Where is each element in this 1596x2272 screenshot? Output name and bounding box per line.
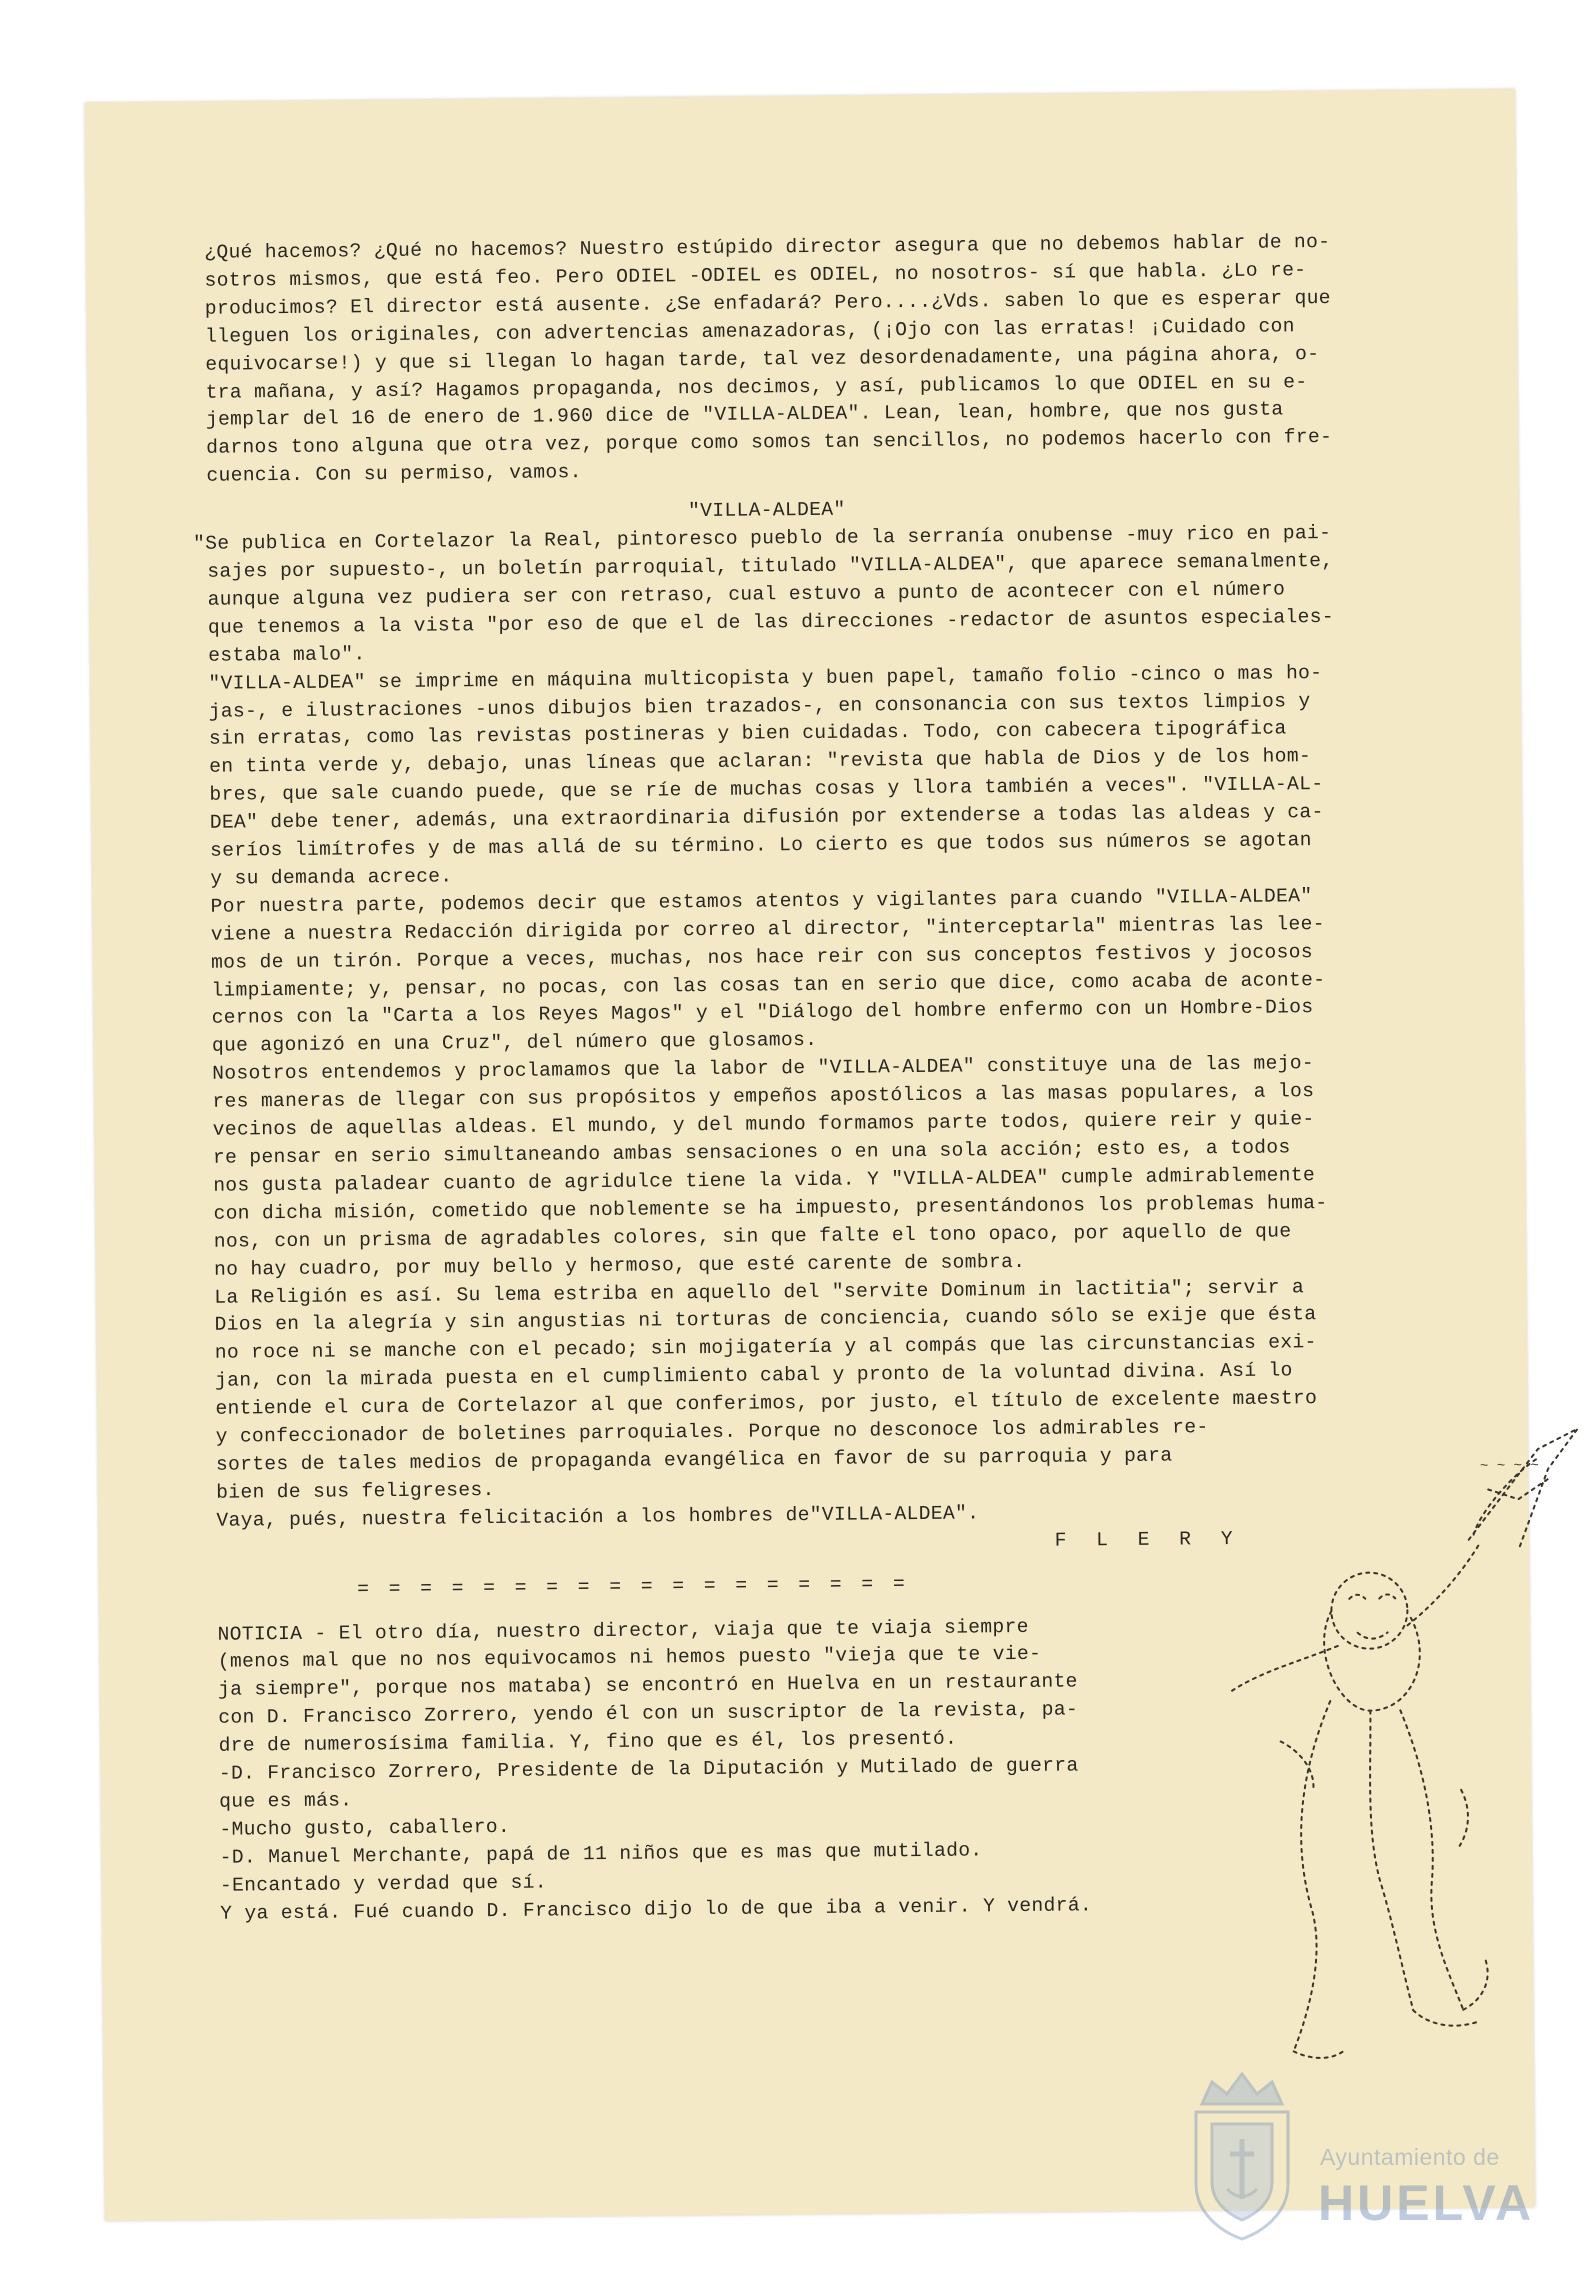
text-line: dre de numerosísima familia. Y, fino que es él, los presentó. [218, 1727, 958, 1757]
text-line: nos gusta paladear cuanto de agridulce tiene la vida. Y "VILLA-ALDEA" cumple admirablemente [213, 1164, 1316, 1197]
text-line: -D. Manuel Merchante, papá de 11 niños que es mas que mutilado. [219, 1839, 983, 1869]
text-line: bres, que sale cuando puede, que se ríe de muchas cosas y llora también a veces". "VILLA-AL- [209, 773, 1324, 806]
text-line: jan, con la mirada puesta en el cumplimiento cabal y pronto de la voluntad divina. Así lo [215, 1359, 1293, 1392]
text-line: -Encantado y verdad que sí. [219, 1871, 547, 1897]
text-line: ¿Qué hacemos? ¿Qué no hacemos? Nuestro estúpido director asegura que no debemos hablar de no- [204, 230, 1331, 264]
text-line: que tenemos a la vista "por eso de que el de las direcciones -redactor de asuntos especiales- [207, 605, 1335, 639]
text-line: (menos mal que no nos equivocamos ni hemos puesto "vieja que te vie- [217, 1643, 1042, 1674]
text-line: no roce ni se manche con el pecado; sin mojigatería y al compás que las circunstancias exi- [214, 1331, 1317, 1365]
separator-line: = = = = = = = = = = = = = = = = = = [357, 1572, 909, 1600]
text-line: Dios en la alegría y sin angustias ni torturas de conciencia, cuando sólo se exije que ésta [214, 1303, 1317, 1337]
text-line: jas-, e ilustraciones -unos dibujos bien trazados-, en consonancia con sus textos limpios y [208, 689, 1311, 723]
text-line: producimos? El director está ausente. ¿Se enfadará? Pero....¿Vds. saben lo que es esperar que [204, 286, 1331, 320]
text-line: entiende el cura de Cortelazor al que conferimos, por justo, el título de excelente maestro [215, 1387, 1318, 1420]
text-line: -D. Francisco Zorrero, Presidente de la Diputación y Mutilado de guerra [218, 1754, 1079, 1785]
text-line: ja siempre", porque nos mataba) se encontró en Huelva en un restaurante [218, 1670, 1078, 1702]
text-line: con D. Francisco Zorrero, yendo él con un suscriptor de la revista, pa- [218, 1698, 1079, 1729]
text-line: equivocarse!) y que si llegan lo hagan tarde, tal vez desordenadamente, una página ahora, o- [205, 342, 1320, 376]
text-line: res maneras de llegar con sus propósitos y empeños apostólicos a las masas populares, a los [212, 1080, 1315, 1113]
text-line: "Se publica en Cortelazor la Real, pintoresco pueblo de la serranía onubense -muy rico en pai- [193, 522, 1332, 555]
crest-icon [1182, 2064, 1302, 2244]
text-line: sajes por supuesto-, un boletín parroquial, titulado "VILLA-ALDEA", que aparece semanalmente, [207, 549, 1334, 583]
article-title: "VILLA-ALDEA" [688, 498, 846, 523]
text-line: Vaya, pués, nuestra felicitación a los hombres de"VILLA-ALDEA". [216, 1502, 980, 1532]
text-line: estaba malo". [208, 642, 366, 667]
text-line: con dicha misión, cometido que noblemente se ha impuesto, presentándonos los problemas huma- [213, 1191, 1328, 1225]
text-line: viene a nuestra Redacción dirigida por correo al director, "interceptarla" mientras las lee- [210, 912, 1325, 946]
text-line: re pensar en serio simultaneando ambas sensaciones o en una sola acción; esto es, a todos [212, 1136, 1291, 1169]
text-line: no hay cuadro, por muy bello y hermoso, que esté carente de sombra. [213, 1250, 1026, 1281]
ayuntamiento-huelva-watermark [1182, 2064, 1582, 2254]
text-line: Nosotros entendemos y proclamamos que la labor de "VILLA-ALDEA" constituye una de las mejo- [212, 1052, 1315, 1086]
drawing-scribble: ~ ~ ~ ~ [1479, 1458, 1539, 1475]
watermark-line2: HUELVA [1318, 2175, 1535, 2231]
text-line: sortes de tales medios de propaganda evangélica en favor de su parroquia y para [215, 1444, 1173, 1476]
article-body [193, 519, 1487, 1536]
text-line: que es más. [219, 1789, 353, 1813]
text-line: Y ya está. Fué cuando D. Francisco dijo lo de que iba a venir. Y vendrá. [220, 1893, 1093, 1925]
dotted-figure-illustration [1217, 1408, 1596, 2112]
text-line: sotros mismos, que está feo. Pero ODIEL -ODIEL es ODIEL, no nosotros- sí que habla. ¿Lo re- [204, 259, 1307, 292]
text-line: cernos con la "Carta a los Reyes Magos" y el "Diálogo del hombre enfermo con un Hombre-Dios [211, 996, 1314, 1030]
text-line: "VILLA-ALDEA" se imprime en máquina multicopista y buen papel, tamaño folio -cinco o mas ho- [208, 661, 1323, 695]
text-line: y su demanda acrece. [210, 865, 453, 890]
text-line: lleguen los originales, con advertencias amenazadoras, (¡Ojo con las erratas! ¡Cuidado con [205, 315, 1295, 348]
text-line: darnos tono alguna que otra vez, porque como somos tan sencillos, no podemos hacerlo con fre- [206, 426, 1333, 460]
text-line: aunque alguna vez pudiera ser con retraso, cual estuvo a punto de acontecer con el número [207, 578, 1286, 611]
text-line: sin erratas, como las revistas postineras y bien cuidadas. Todo, con cabecera tipográfica [208, 717, 1287, 751]
text-line: cuencia. Con su permiso, vamos. [206, 461, 582, 488]
text-line: -Mucho gusto, caballero. [219, 1815, 511, 1841]
text-line: NOTICIA - El otro día, nuestro director, viaja que te viaja siempre [217, 1615, 1029, 1646]
text-line: en tinta verde y, debajo, unas líneas que aclaran: "revista que habla de Dios y de los hom- [209, 745, 1312, 779]
text-line: vecinos de aquellas aldeas. El mundo, y del mundo formamos parte todos, quiere reir y quie- [212, 1108, 1315, 1141]
text-line: y confeccionador de boletines parroquiales. Porque no desconoce los admirables re- [215, 1416, 1209, 1448]
text-line: mos de un tirón. Porque a veces, muchas, nos hace reir con sus conceptos festivos y jocosos [211, 940, 1314, 974]
text-line: La Religión es así. Su lema estriba en aquello del "servite Dominum in lactitia"; servir a [214, 1275, 1305, 1309]
text-line: bien de sus feligreses. [216, 1478, 495, 1504]
text-line: limpiamente; y, pensar, no pocas, con las cosas tan en serio que dice, como acaba de aconte- [211, 968, 1326, 1002]
text-line: jemplar del 16 de enero de 1.960 dice de "VILLA-ALDEA". Lean, lean, hombre, que nos gusta [205, 398, 1284, 432]
text-line: Por nuestra parte, podemos decir que estamos atentos y vigilantes para cuando "VILLA-ALDEA" [210, 885, 1313, 918]
text-line: DEA" debe tener, además, una extraordinaria difusión por extenderse a todas las aldeas y ca- [209, 801, 1324, 834]
text-line: que agonizó en una Cruz", del número que glosamos. [211, 1029, 818, 1058]
text-line: seríos limítrofes y de mas allá de su término. Lo cierto es que todos sus números se agotan [209, 829, 1312, 862]
intro-paragraph [204, 228, 1476, 491]
signature: F L E R Y [1054, 1527, 1242, 1552]
watermark-line1: Ayuntamiento de [1320, 2144, 1500, 2170]
paper-sheet [85, 89, 1539, 2221]
text-line: nos, con un prisma de agradables colores, sin que falte el tono opaco, por aquello de que [213, 1220, 1292, 1253]
text-line: tra mañana, y así? Hagamos propaganda, nos decimos, y así, publicamos lo que ODIEL en su e- [205, 370, 1308, 404]
